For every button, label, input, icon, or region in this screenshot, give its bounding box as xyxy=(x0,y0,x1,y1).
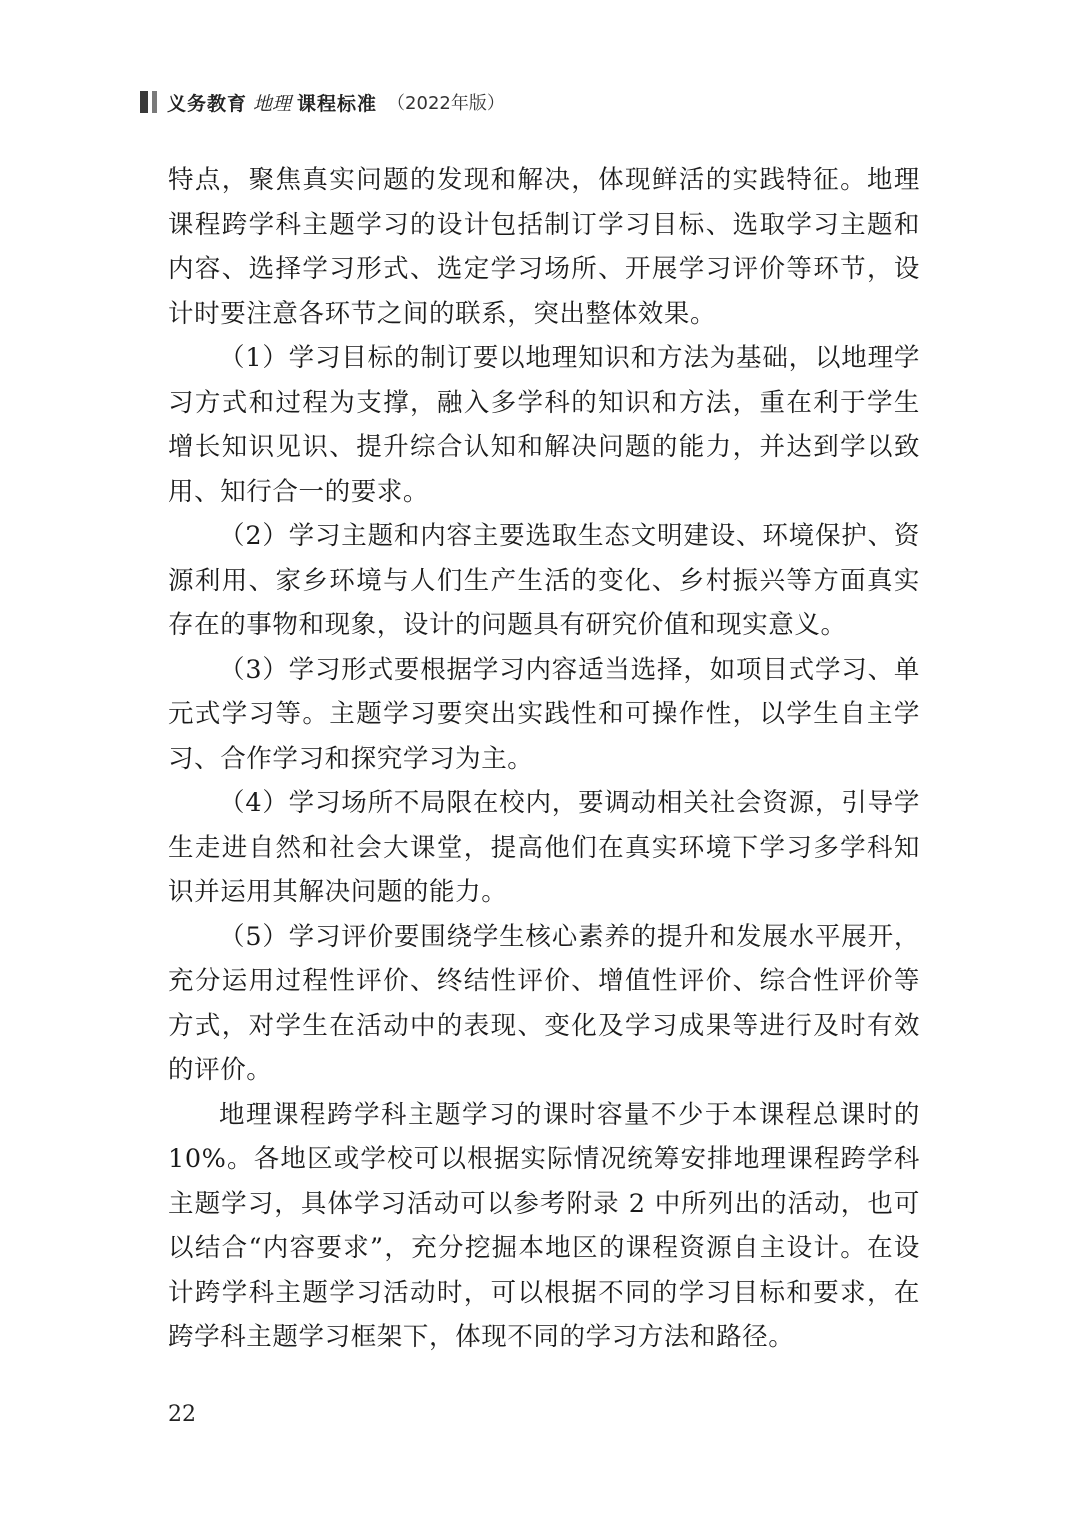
page-number: 22 xyxy=(168,1402,196,1427)
paragraph-item-4: （4）学习场所不局限在校内，要调动相关社会资源，引导学生走进自然和社会大课堂，提高他们在真实环境下学习多学科知识并运用其解决问题的能力。 xyxy=(168,788,920,907)
header-edition: （2022年版） xyxy=(387,93,505,114)
header-bar-dark xyxy=(140,91,148,113)
paragraph-item-5: （5）学习评价要围绕学生核心素养的提升和发展水平展开，充分运用过程性评价、终结性评价、增值性评价、综合性评价等方式，对学生在活动中的表现、变化及学习成果等进行及时有效的评价。 xyxy=(168,921,920,1085)
running-header xyxy=(140,88,505,116)
paragraph-summary: 地理课程跨学科主题学习的课时容量不少于本课程总课时的10%。各地区或学校可以根据实际情况统筹安排地理课程跨学科主题学习，具体学习活动可以参考附录 2 中所列出的活动，也可以结合“内容要求”，充分挖掘本地区的课程资源自主设计。在设计跨学科主题学习活动时，可以根据不同的学习目标和要求，在跨学科主题学习框架下，体现不同的学习方法和路径。 xyxy=(168,1099,920,1352)
header-title-suffix: 课程标准 xyxy=(297,92,378,115)
header-bar-light xyxy=(152,91,157,113)
body-text xyxy=(168,158,920,1360)
paragraph-item-2: （2）学习主题和内容主要选取生态文明建设、环境保护、资源利用、家乡环境与人们生产生活的变化、乡村振兴等方面真实存在的事物和现象，设计的问题具有研究价值和现实意义。 xyxy=(168,521,920,640)
paragraph-item-1: （1）学习目标的制订要以地理知识和方法为基础，以地理学习方式和过程为支撑，融入多学科的知识和方法，重在利于学生增长知识见识、提升综合认知和解决问题的能力，并达到学以致用、知行合一的要求。 xyxy=(168,343,920,507)
header-bars-decoration xyxy=(140,91,157,113)
paragraph-item-3: （3）学习形式要根据学习内容适当选择，如项目式学习、单元式学习等。主题学习要突出实践性和可操作性，以学生自主学习、合作学习和探究学习为主。 xyxy=(168,654,920,774)
header-subject: 地理 xyxy=(253,92,292,115)
header-title: 义务教育 xyxy=(167,92,248,115)
paragraph-continuation: 特点，聚焦真实问题的发现和解决，体现鲜活的实践特征。地理课程跨学科主题学习的设计包括制订学习目标、选取学习主题和内容、选择学习形式、选定学习场所、开展学习评价等环节，设计时要注意各环节之间的联系，突出整体效果。 xyxy=(168,165,920,329)
